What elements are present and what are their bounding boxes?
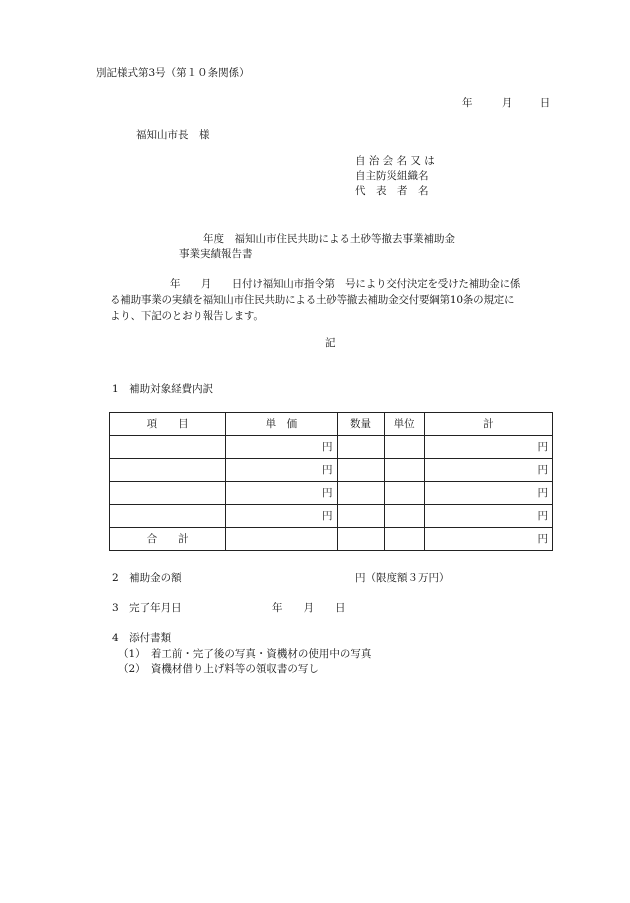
cell-sum: 円 (424, 505, 552, 528)
subsidy-amount: 円（限度額３万円） (355, 572, 450, 584)
completion-date: 年 月 日 (272, 602, 346, 614)
applicant-org-label: 自 治 会 名 又 は (355, 155, 435, 167)
header-item: 項 目 (110, 413, 226, 436)
report-body (110, 276, 570, 324)
cell-price: 円 (226, 459, 337, 482)
table-row (110, 436, 553, 459)
cell-item (110, 436, 226, 459)
table-row (110, 505, 553, 528)
date-day-label: 日 (539, 97, 551, 109)
cell-sum: 円 (424, 459, 552, 482)
header-qty: 数量 (337, 413, 384, 436)
cell-qty (337, 436, 384, 459)
section3-heading: 3 完了年月日 (112, 602, 182, 614)
cell-sum: 円 (424, 482, 552, 505)
table-row (110, 459, 553, 482)
cell-qty (337, 528, 384, 551)
cell-qty (337, 459, 384, 482)
cell-price: 円 (226, 436, 337, 459)
cell-unit (384, 482, 424, 505)
cell-qty (337, 482, 384, 505)
form-label: 別記様式第3号（第１０条関係） (96, 67, 250, 79)
body-line: 年 月 日付け福知山市指令第 号により交付決定を受けた補助金に係 (170, 278, 521, 290)
header-sum: 計 (424, 413, 552, 436)
date-month-label: 月 (501, 97, 513, 109)
cell-item (110, 505, 226, 528)
total-label: 合 計 (110, 528, 226, 551)
report-subtitle: 事業実績報告書 (179, 248, 253, 260)
body-line: より、下記のとおり報告します。 (110, 310, 264, 322)
cell-price: 円 (226, 505, 337, 528)
report-title: 年度 福知山市住民共助による土砂等撤去事業補助金 (203, 233, 455, 245)
header-unit: 単位 (384, 413, 424, 436)
section2-heading: 2 補助金の額 (112, 572, 182, 584)
attachment-item: （2） 資機材借り上げ料等の領収書の写し (118, 663, 319, 675)
expense-table (109, 412, 553, 551)
cell-price (226, 528, 337, 551)
date-year-label: 年 (462, 97, 473, 109)
attachment-item: （1） 着工前・完了後の写真・資機材の使用中の写真 (118, 648, 372, 660)
body-line: る補助事業の実績を福知山市住民共助による土砂等撤去補助金交付要綱第10条の規定に (110, 294, 515, 306)
applicant-group-label: 自主防災組織名 (355, 170, 429, 182)
date-line (462, 96, 550, 110)
cell-sum: 円 (424, 436, 552, 459)
section1-heading: 1 補助対象経費内訳 (112, 383, 214, 395)
cell-unit (384, 505, 424, 528)
section4-heading: 4 添付書類 (112, 632, 172, 644)
table-header-row (110, 413, 553, 436)
cell-item (110, 459, 226, 482)
addressee: 福知山市長 様 (136, 129, 210, 141)
cell-unit (384, 436, 424, 459)
cell-qty (337, 505, 384, 528)
table-row (110, 482, 553, 505)
cell-unit (384, 528, 424, 551)
cell-price: 円 (226, 482, 337, 505)
total-sum: 円 (424, 528, 552, 551)
cell-item (110, 482, 226, 505)
ki-heading: 記 (325, 337, 336, 349)
cell-unit (384, 459, 424, 482)
table-total-row (110, 528, 553, 551)
applicant-rep-label: 代 表 者 名 (355, 185, 429, 197)
header-price: 単 価 (226, 413, 337, 436)
